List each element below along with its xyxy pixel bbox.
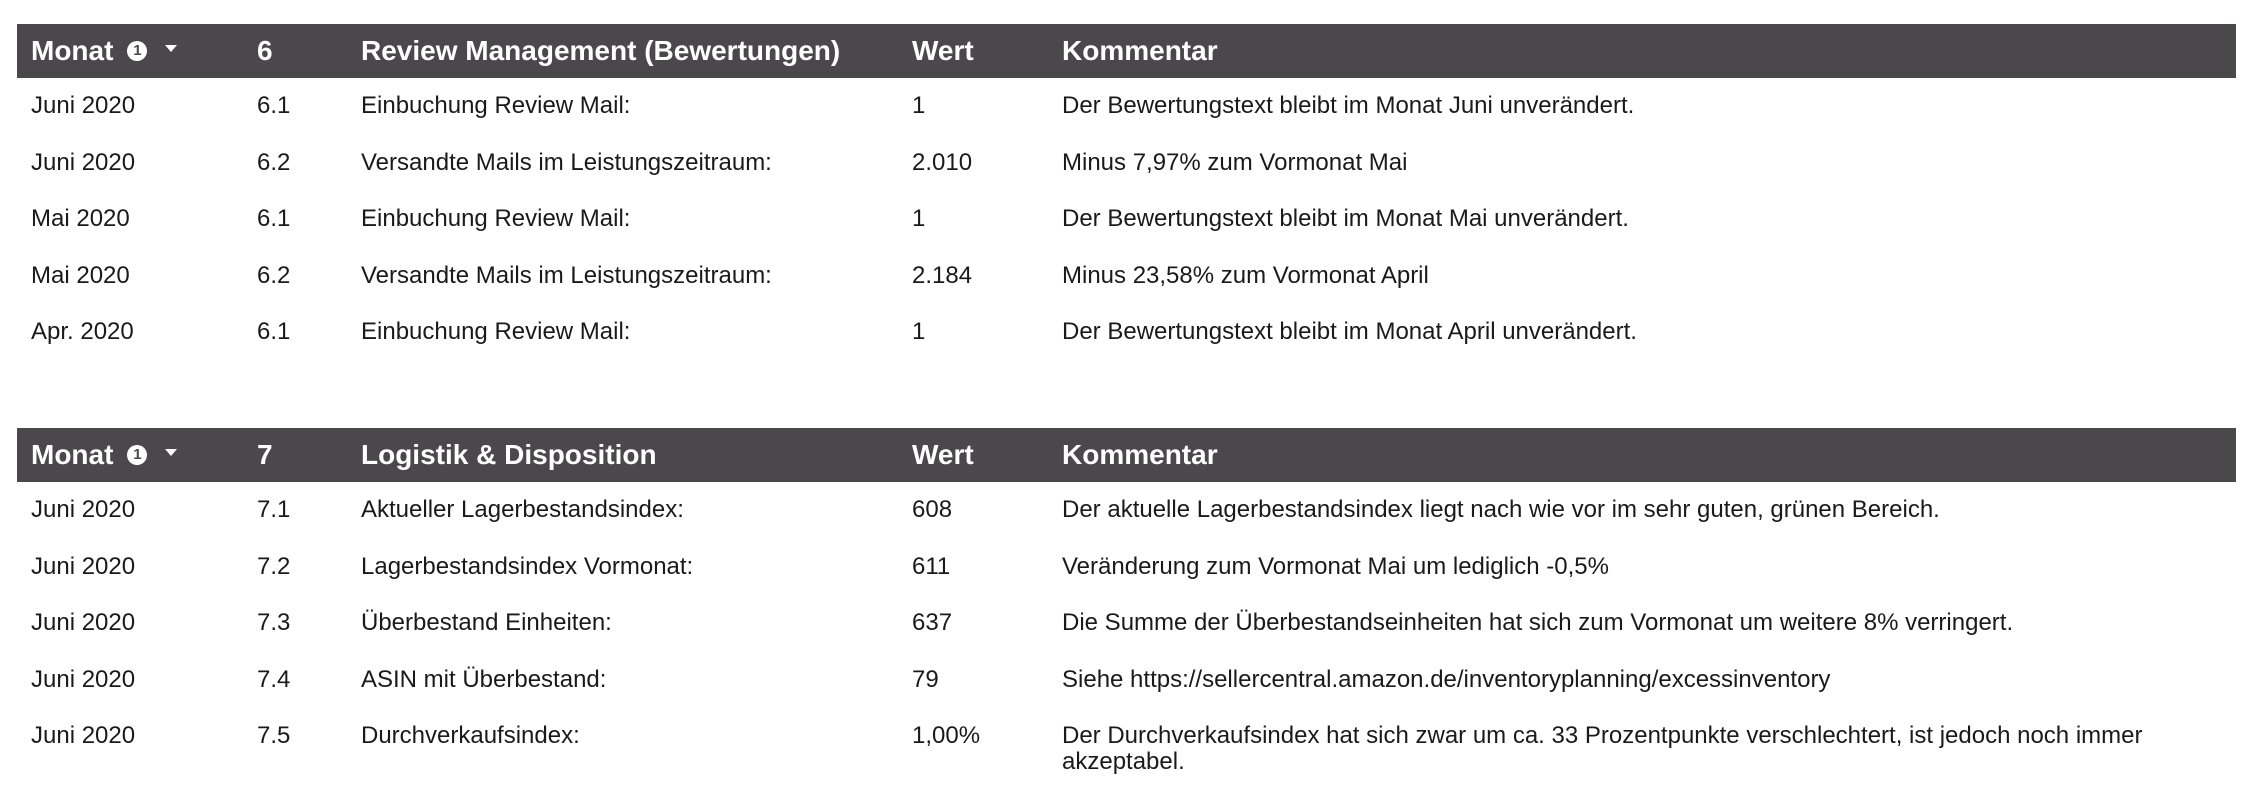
wert-cell: 1 [912,92,926,119]
kommentar-cell: Der aktuelle Lagerbestandsindex liegt nach wie vor im sehr guten, grünen Bereich. [1062,496,1940,523]
table-row [17,135,2236,192]
table-row [17,708,2236,780]
nr-cell: 7.2 [257,552,291,580]
kommentar-cell: Der Durchverkaufsindex hat sich zwar um ca. 33 Prozentpunkte verschlechtert, ist jedoch noch immer akzeptabel. [1062,722,2143,775]
table-row [17,191,2236,248]
monat-cell: Juni 2020 [31,609,136,636]
monat-header-label: Monat [31,35,114,66]
table-row [17,304,2236,361]
nr-cell: 6.1 [257,318,291,345]
wert-cell: 637 [912,609,953,636]
name-cell: Lagerbestandsindex Vormonat: [361,552,694,580]
sort-order-badge: 1 [127,41,147,61]
kommentar-cell: Der Bewertungstext bleibt im Monat Juni unverändert. [1062,92,1635,119]
table-header [17,428,2236,482]
monat-cell: Juni 2020 [31,92,136,119]
monat-cell: Mai 2020 [31,205,130,232]
nr-cell: 7.1 [257,496,291,523]
wert-cell: 608 [912,496,953,523]
kommentar-cell: Siehe https://sellercentral.amazon.de/inventoryplanning/excessinventory [1062,665,1831,693]
nr-cell: 6.1 [257,92,291,119]
kommentar-cell: Veränderung zum Vormonat Mai um lediglich -0,5% [1062,552,1609,580]
section-title-header[interactable]: Logistik & Disposition [361,439,657,470]
name-cell: ASIN mit Überbestand: [361,665,607,693]
monat-header-label: Monat [31,439,114,470]
review-management-table [17,24,2236,361]
monat-cell: Juni 2020 [31,148,136,176]
kommentar-cell: Minus 23,58% zum Vormonat April [1062,261,1429,289]
name-cell: Einbuchung Review Mail: [361,205,631,232]
nr-cell: 6.1 [257,205,291,232]
kommentar-cell: Der Bewertungstext bleibt im Monat Mai unverändert. [1062,205,1629,232]
sort-desc-caret-icon[interactable] [165,45,177,52]
table-row [17,652,2236,709]
monat-sort-header[interactable] [31,24,177,78]
wert-header[interactable]: Wert [912,35,974,66]
monat-sort-header[interactable] [31,428,177,482]
kommentar-cell: Der Bewertungstext bleibt im Monat April unverändert. [1062,318,1637,345]
name-cell: Durchverkaufsindex: [361,722,580,749]
wert-cell: 2.010 [912,148,973,176]
monat-cell: Mai 2020 [31,261,130,289]
name-cell: Einbuchung Review Mail: [361,318,631,345]
sort-desc-caret-icon[interactable] [165,449,177,456]
table-row [17,248,2236,305]
wert-cell: 1 [912,205,926,232]
kommentar-header[interactable]: Kommentar [1062,439,1218,470]
section-title-header[interactable]: Review Management (Bewertungen) [361,35,841,66]
sort-order-badge: 1 [127,445,147,465]
wert-cell: 611 [912,552,951,580]
monat-cell: Apr. 2020 [31,318,134,345]
table-row [17,539,2236,596]
table-row [17,482,2236,539]
monat-cell: Juni 2020 [31,552,136,580]
table-header [17,24,2236,78]
wert-cell: 1,00% [912,722,981,749]
kommentar-cell: Minus 7,97% zum Vormonat Mai [1062,148,1408,176]
wert-cell: 1 [912,318,926,345]
monat-cell: Juni 2020 [31,665,136,693]
nr-cell: 7.4 [257,665,291,693]
logistik-disposition-table [17,428,2236,780]
name-cell: Überbestand Einheiten: [361,609,612,636]
section-number-header[interactable]: 7 [257,439,273,470]
monat-cell: Juni 2020 [31,722,136,749]
wert-header[interactable]: Wert [912,439,974,470]
table-row [17,78,2236,135]
kommentar-header[interactable]: Kommentar [1062,35,1218,66]
kommentar-cell: Die Summe der Überbestandseinheiten hat sich zum Vormonat um weitere 8% verringert. [1062,609,2014,636]
nr-cell: 7.3 [257,609,291,636]
section-number-header[interactable]: 6 [257,35,273,66]
name-cell: Aktueller Lagerbestandsindex: [361,496,684,523]
monat-cell: Juni 2020 [31,496,136,523]
name-cell: Versandte Mails im Leistungszeitraum: [361,148,772,176]
nr-cell: 7.5 [257,722,291,749]
name-cell: Einbuchung Review Mail: [361,92,631,119]
nr-cell: 6.2 [257,148,291,176]
wert-cell: 79 [912,665,939,693]
nr-cell: 6.2 [257,261,291,289]
name-cell: Versandte Mails im Leistungszeitraum: [361,261,772,289]
table-row [17,595,2236,652]
wert-cell: 2.184 [912,261,973,289]
